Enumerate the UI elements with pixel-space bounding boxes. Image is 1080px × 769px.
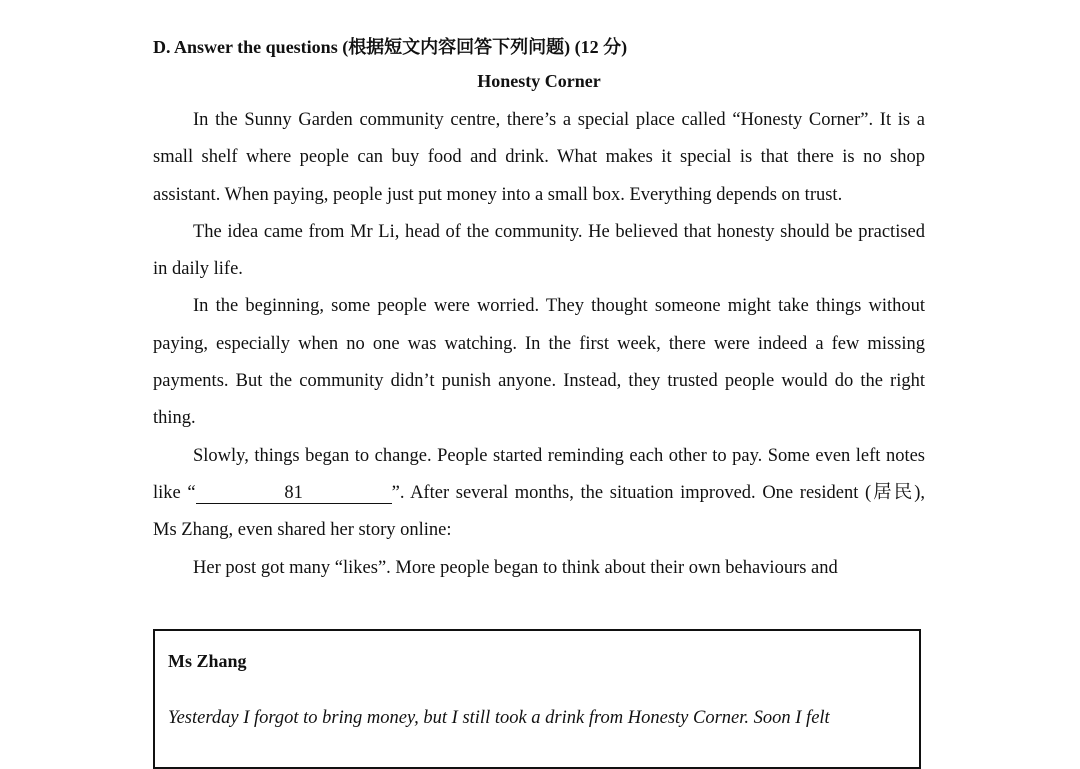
post-author: Ms Zhang	[168, 651, 247, 671]
paragraph-4	[153, 438, 925, 550]
paragraph-1: In the Sunny Garden community centre, there’s a special place called “Honesty Corner”. It is a small shelf where people can buy food and drink. What makes it special is that there is no shop assistant. When paying, people just put money into a small box. Everything depends on trust.	[153, 110, 925, 205]
passage-body	[153, 102, 925, 587]
paragraph-3: In the beginning, some people were worried. They thought someone might take things without paying, especially when no one was watching. In the first week, there were indeed a few missing payments. But the community didn’t punish anyone. Instead, they trusted people would do the right thing.	[153, 296, 925, 429]
answer-blank-81[interactable]: 81	[196, 483, 392, 504]
passage-title: Honesty Corner	[477, 71, 601, 91]
paragraph-4-start: Slowly, things began to change. People started reminding each other to pay. Some even left notes like “	[153, 445, 925, 503]
post-text: Yesterday I forgot to bring money, but I still took a drink from Honesty Corner. Soon I felt	[168, 708, 830, 728]
section-heading: D. Answer the questions (根据短文内容回答下列问题) (12 分)	[153, 37, 628, 57]
paragraph-4-end: ”. After several months, the situation improved. One resident (居民), Ms Zhang, even shared her story online:	[153, 482, 926, 541]
paragraph-5: Her post got many “likes”. More people began to think about their own behaviours and	[193, 557, 838, 578]
online-post-box	[153, 629, 921, 769]
paragraph-2: The idea came from Mr Li, head of the community. He believed that honesty should be practised in daily life.	[153, 221, 925, 280]
